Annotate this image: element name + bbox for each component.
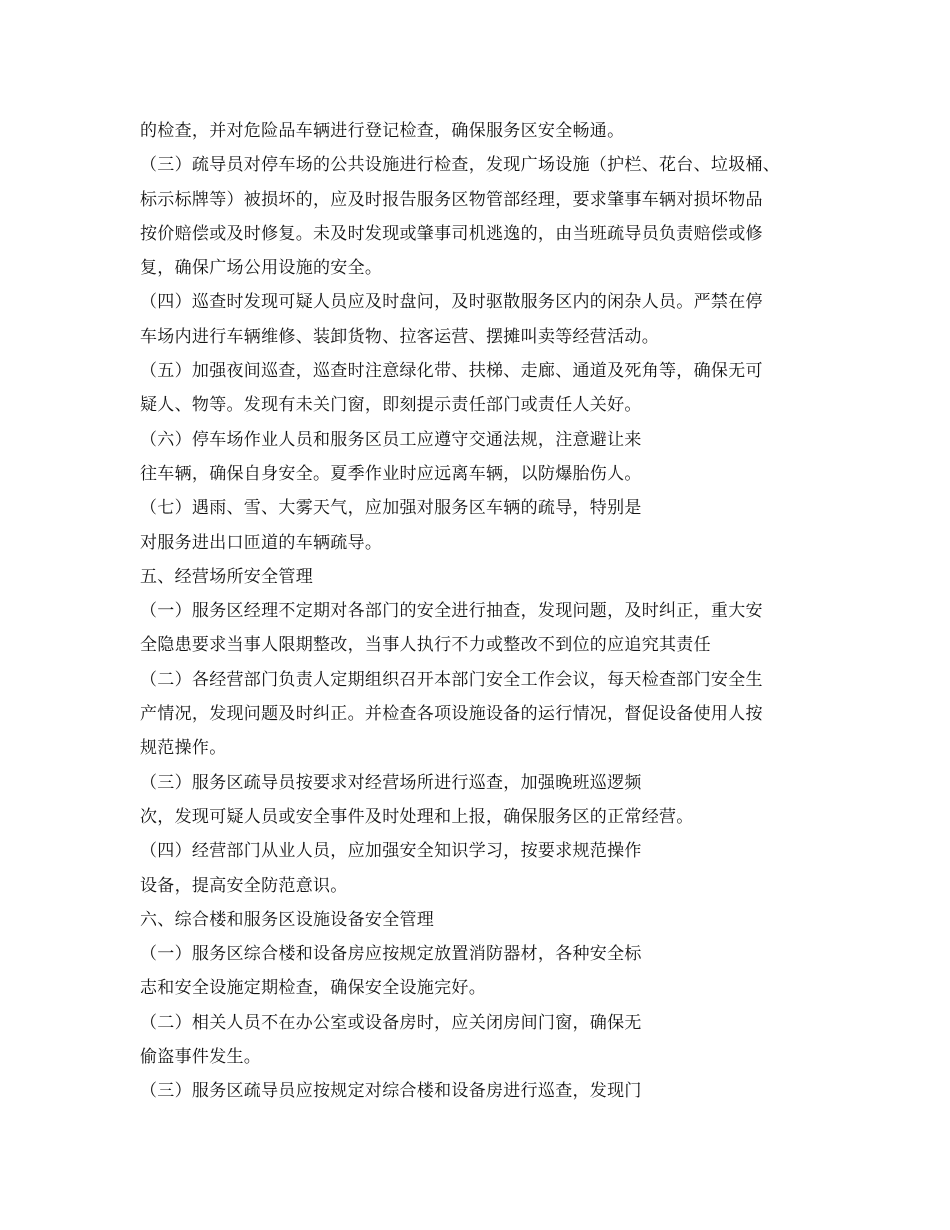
text-line: 对服务进出口匝道的车辆疏导。 bbox=[140, 532, 383, 553]
text-line: 产情况，发现问题及时纠正。并检查各项设施设备的运行情况，督促设备使用人按 bbox=[140, 704, 763, 725]
text-line: 车场内进行车辆维修、装卸货物、拉客运营、摆摊叫卖等经营活动。 bbox=[140, 326, 659, 347]
text-line: （五）加强夜间巡查，巡查时注意绿化带、扶梯、走廊、通道及死角等，确保无可 bbox=[140, 361, 763, 382]
text-line: 次，发现可疑人员或安全事件及时处理和上报，确保服务区的正常经营。 bbox=[140, 806, 694, 827]
text-line: （一）服务区经理不定期对各部门的安全进行抽查，发现问题，及时纠正，重大安 bbox=[140, 601, 763, 622]
text-line: 的检查，并对危险品车辆进行登记检查，确保服务区安全畅通。 bbox=[140, 121, 625, 141]
text-line: （一）服务区综合楼和设备房应按规定放置消防器材，各种安全标 bbox=[140, 944, 642, 965]
text-line: （四）经营部门从业人员，应加强安全知识学习，按要求规范操作 bbox=[140, 841, 642, 862]
text-line: 按价赔偿或及时修复。未及时发现或肇事司机逃逸的，由当班疏导员负责赔偿或修 bbox=[140, 223, 763, 244]
text-line: 往车辆，确保自身安全。夏季作业时应远离车辆，以防爆胎伤人。 bbox=[140, 463, 642, 484]
text-line: （三）疏导员对停车场的公共设施进行检查，发现广场设施（护栏、花台、垃圾桶、 bbox=[140, 155, 781, 176]
text-line: （六）停车场作业人员和服务区员工应遵守交通法规，注意避让来 bbox=[140, 429, 642, 450]
text-line: 复，确保广场公用设施的安全。 bbox=[140, 258, 383, 279]
text-line: （七）遇雨、雪、大雾天气，应加强对服务区车辆的疏导，特别是 bbox=[140, 498, 642, 519]
text-line: 规范操作。 bbox=[140, 738, 227, 759]
text-line: 全隐患要求当事人限期整改，当事人执行不力或整改不到位的应追究其责任 bbox=[140, 635, 711, 656]
text-line: （四）巡查时发现可疑人员应及时盘问，及时驱散服务区内的闲杂人员。严禁在停 bbox=[140, 292, 763, 313]
text-line: 设备，提高安全防范意识。 bbox=[140, 875, 348, 896]
text-line: 疑人、物等。发现有未关门窗，即刻提示责任部门或责任人关好。 bbox=[140, 395, 642, 416]
text-line: 志和安全设施定期检查，确保安全设施完好。 bbox=[140, 978, 486, 999]
section-heading: 六、综合楼和服务区设施设备安全管理 bbox=[140, 909, 435, 930]
text-line: （三）服务区疏导员应按规定对综合楼和设备房进行巡查，发现门 bbox=[140, 1081, 642, 1102]
text-line: （三）服务区疏导员按要求对经营场所进行巡查，加强晚班巡逻频 bbox=[140, 772, 642, 793]
text-line: （二）各经营部门负责人定期组织召开本部门安全工作会议，每天检查部门安全生 bbox=[140, 669, 763, 690]
text-line: 标示标牌等）被损坏的，应及时报告服务区物管部经理，要求肇事车辆对损坏物品 bbox=[140, 189, 763, 210]
document-body bbox=[140, 114, 830, 1109]
text-line: （二）相关人员不在办公室或设备房时，应关闭房间门窗，确保无 bbox=[140, 1012, 642, 1033]
section-heading: 五、经营场所安全管理 bbox=[140, 566, 313, 587]
text-line: 偷盗事件发生。 bbox=[140, 1047, 262, 1068]
